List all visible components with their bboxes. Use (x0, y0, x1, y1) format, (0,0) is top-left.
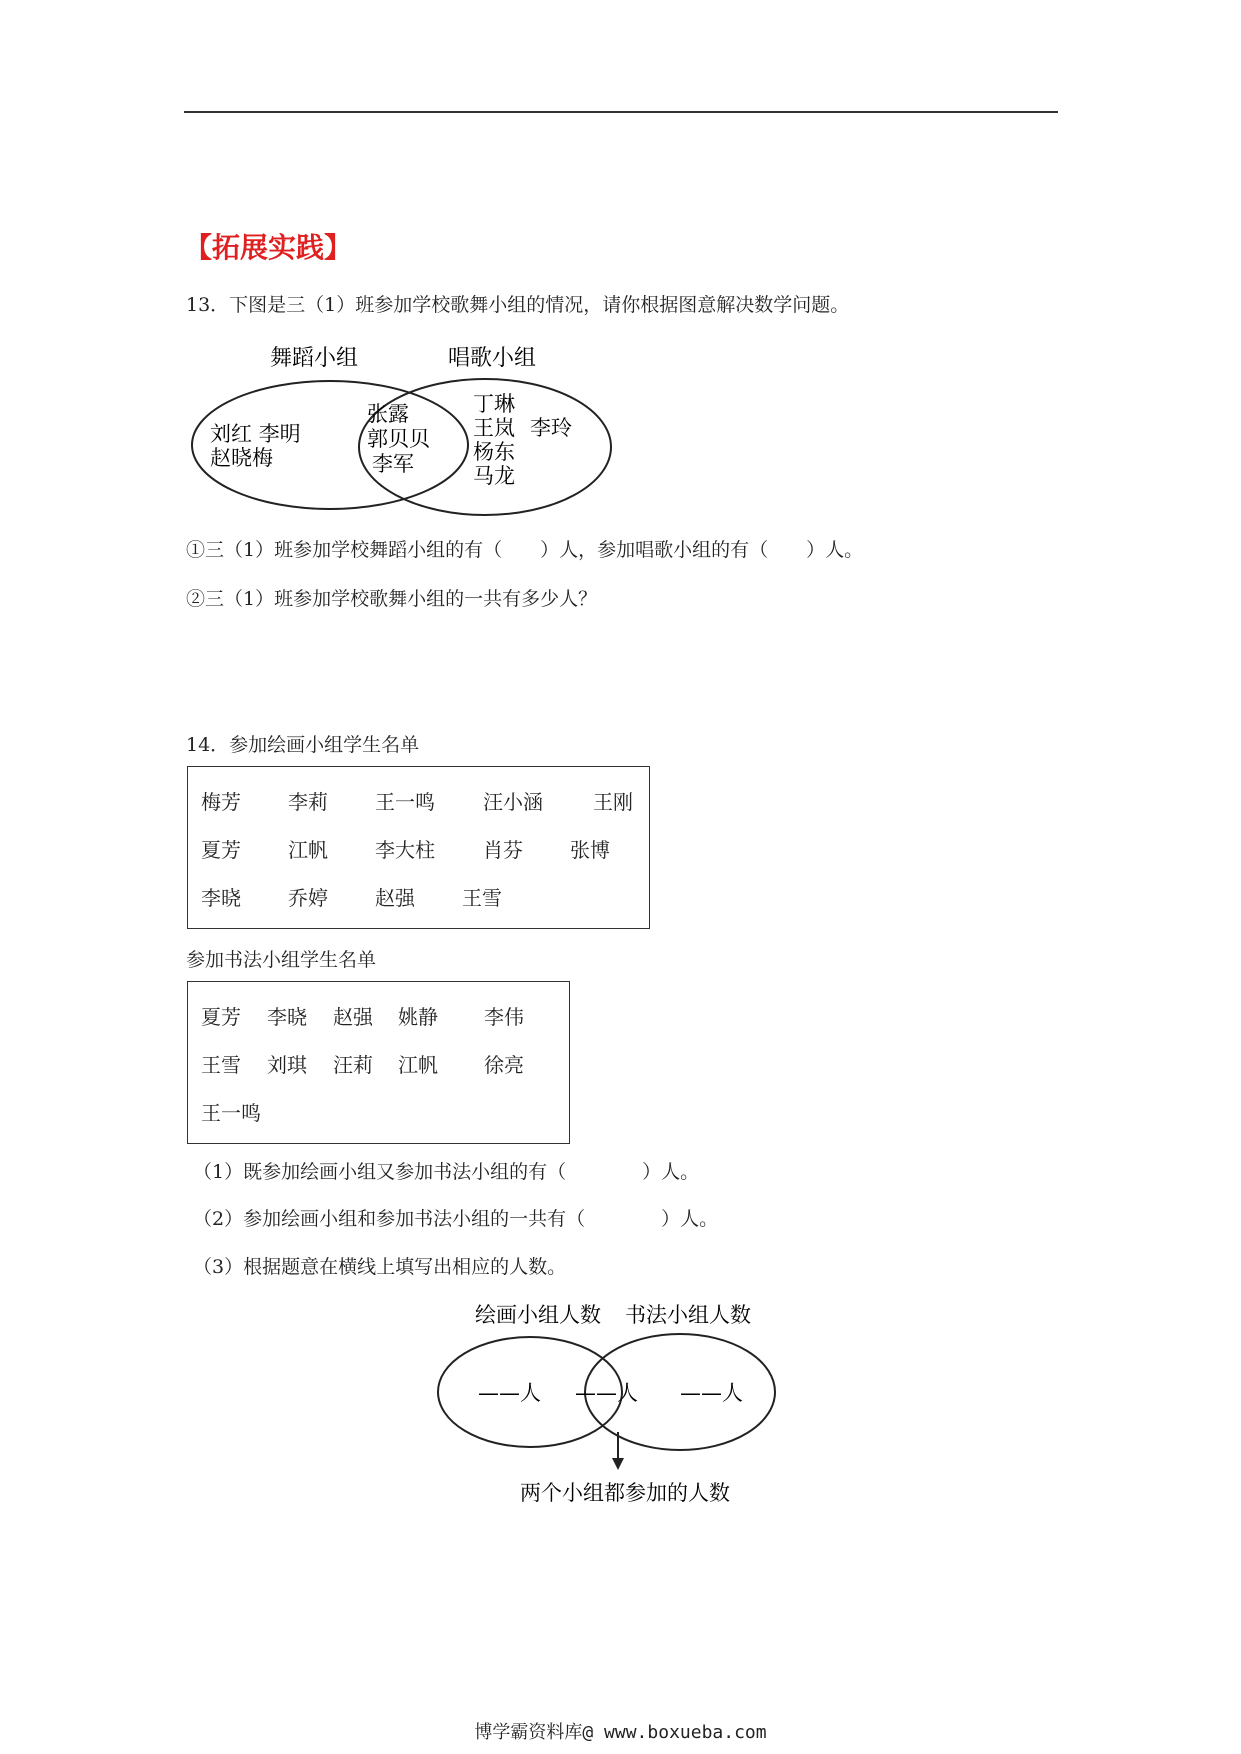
footer: 博学霸资料库@ www.boxueba.com (474, 1722, 767, 1743)
sing-only-4: 马龙 (473, 464, 515, 488)
painting-name: 乔婷 (288, 886, 328, 910)
sing-only-1: 丁琳 (473, 392, 515, 416)
both-blank: ——人 (575, 1381, 638, 1405)
calligraphy-name: 江帆 (398, 1053, 438, 1077)
painting-name: 肖芬 (483, 838, 523, 862)
painting-name: 王一鸣 (375, 790, 435, 814)
both-name-3: 李军 (372, 452, 414, 476)
calligraphy-name: 汪莉 (333, 1053, 373, 1077)
painting-list-box (187, 766, 650, 929)
painting-name: 张博 (570, 838, 610, 862)
arrow-label: 两个小组都参加的人数 (520, 1481, 730, 1505)
calligraphy-name: 刘琪 (267, 1053, 307, 1077)
section-title: 【拓展实践】 (184, 231, 353, 264)
calligraphy-name: 王一鸣 (201, 1101, 261, 1125)
sing-only-5: 李玲 (530, 416, 572, 440)
painting-only-blank: ——人 (478, 1381, 541, 1405)
dance-only-line1: 刘红 李明 (210, 422, 301, 446)
q14-sub2: （2）参加绘画小组和参加书法小组的一共有（ ）人。 (193, 1208, 719, 1230)
calligraphy-name: 李伟 (484, 1005, 524, 1029)
painting-name: 梅芳 (201, 790, 241, 814)
sing-label: 唱歌小组 (448, 346, 537, 371)
calligraphy-name: 李晓 (267, 1005, 307, 1029)
q14-sub3: （3）根据题意在横线上填写出相应的人数。 (193, 1256, 567, 1278)
painting-count-label: 绘画小组人数 (475, 1303, 601, 1327)
calligraphy-list-box (187, 981, 570, 1144)
dance-label: 舞蹈小组 (270, 346, 359, 371)
calligraphy-name: 夏芳 (201, 1005, 241, 1029)
painting-name: 汪小涵 (483, 790, 543, 814)
painting-name: 夏芳 (201, 838, 241, 862)
calligraphy-only-blank: ——人 (680, 1381, 743, 1405)
both-name-2: 郭贝贝 (367, 427, 430, 451)
q13-sub2: ②三（1）班参加学校歌舞小组的一共有多少人？ (186, 588, 598, 610)
calligraphy-title: 参加书法小组学生名单 (186, 949, 377, 971)
sing-only-2: 王岚 (473, 416, 515, 440)
calligraphy-name: 徐亮 (484, 1053, 524, 1077)
painting-name: 江帆 (288, 838, 328, 862)
calligraphy-name: 赵强 (333, 1005, 373, 1029)
painting-name: 王雪 (462, 886, 502, 910)
q13-sub1: ①三（1）班参加学校舞蹈小组的有（ ）人，参加唱歌小组的有（ ）人。 (186, 539, 864, 561)
q13-title: 13．下图是三（1）班参加学校歌舞小组的情况，请你根据图意解决数学问题。 (186, 294, 850, 316)
painting-name: 李大柱 (375, 838, 435, 862)
q13-venn-diagram (180, 335, 620, 520)
header-rule (184, 111, 1058, 113)
dance-only-line2: 赵晓梅 (210, 446, 273, 470)
sing-only-3: 杨东 (473, 440, 515, 464)
painting-name: 王刚 (593, 790, 633, 814)
calligraphy-name: 姚静 (398, 1005, 438, 1029)
calligraphy-count-label: 书法小组人数 (625, 1303, 751, 1327)
calligraphy-name: 王雪 (201, 1053, 241, 1077)
q14-sub1: （1）既参加绘画小组又参加书法小组的有（ ）人。 (193, 1161, 700, 1183)
arrow-head (612, 1458, 624, 1470)
q14-title: 14．参加绘画小组学生名单 (186, 734, 420, 756)
painting-name: 赵强 (375, 886, 415, 910)
painting-name: 李晓 (201, 886, 241, 910)
painting-name: 李莉 (288, 790, 328, 814)
q14-venn-diagram (430, 1290, 810, 1520)
both-name-1: 张露 (367, 402, 409, 426)
